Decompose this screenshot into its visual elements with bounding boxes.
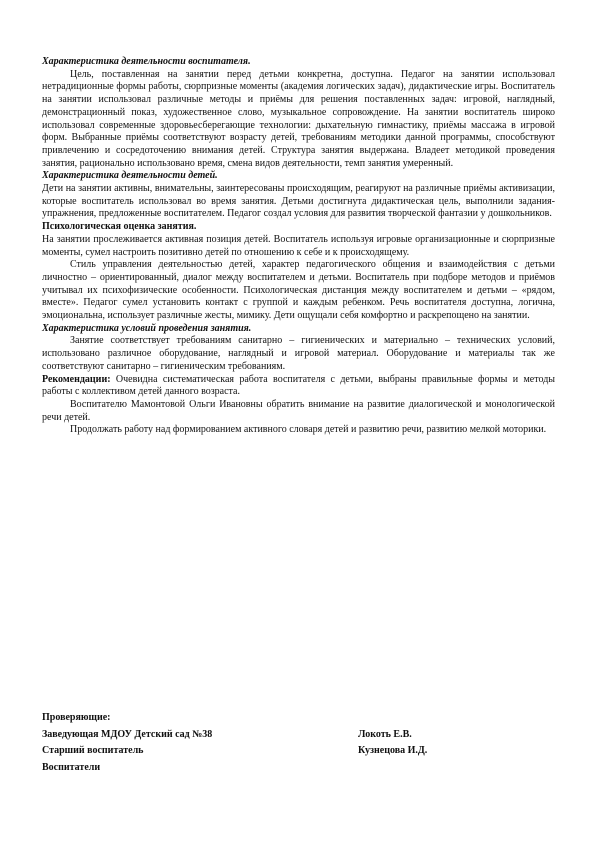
psychological-assessment-paragraph-1: На занятии прослеживается активная позиция детей. Воспитатель используя игровые организационные и сюрпризные моменты, сумел настроить позитивно детей по отношению к себе и к происходящему. — [42, 233, 555, 258]
psychological-assessment-heading: Психологическая оценка занятия. — [42, 221, 197, 233]
conditions-paragraph: Занятие соответствует требованиям санитарно – гигиенических и материально – технических условий, использовано различное оборудование, наглядный и игровой материал. Оборудование и материалы так же соответствуют санитарно – гигиеническим требованиям. — [42, 335, 555, 372]
signatures-title-row — [42, 710, 555, 727]
signature-role-teachers: Воспитатели — [42, 761, 101, 773]
recommendations-paragraph-3: Продолжать работу над формированием активного словаря детей и развитию речи, развитию мелкой моторики. — [70, 424, 547, 436]
signatures-block — [42, 710, 555, 776]
recommendations-paragraph — [42, 374, 555, 399]
recommendations-paragraph-2: Воспитателю Мамонтовой Ольги Ивановны обратить внимание на развитие диалогической и монологической речи детей. — [42, 398, 555, 423]
signature-row-teachers — [42, 760, 555, 777]
conditions-heading: Характеристика условий проведения занятия. — [42, 322, 252, 334]
recommendations-label: Рекомендации: — [42, 373, 111, 385]
signatures-title: Проверяющие: — [42, 712, 111, 723]
signature-role-head: Заведующая МДОУ Детский сад №38 — [42, 728, 213, 740]
signature-row-head — [42, 727, 555, 744]
teacher-activity-heading: Характеристика деятельности воспитателя. — [42, 56, 251, 67]
recommendations-text: Очевидна систематическая работа воспитателя с детьми, выбраны правильные формы и методы работы с коллективом детей данного возраста. — [42, 373, 555, 398]
signature-name-head: Локоть Е.В. — [358, 728, 412, 740]
signature-name-senior: Кузнецова И.Д. — [358, 745, 428, 756]
children-activity-paragraph: Дети на занятии активны, внимательны, заинтересованы происходящим, реагируют на различные приёмы активизации, которые воспитатель использовал во время занятия. Детьми достигнута дидактическая цель, выполнили задания-упражнения, предложенные воспитателем. Педагог создал условия для развития творческой фантазии у дошкольников. — [42, 183, 555, 220]
teacher-activity-paragraph: Цель, поставленная на занятии перед детьми конкретна, доступна. Педагог на занятии использовал нетрадиционные формы работы, сюрпризные моменты (академия логических задач), дидактические игры. Воспитатель на занятии использовал различные методы и приёмы для решения поставленных задач: игровой, наглядный, демонстрационный показ, художественное слово, музыкальное сопровождение. На занятии воспитатель широко использовал современные здоровьесберегающие технологии: дыхательную гимнастику, приёмы массажа в игровой форм. Выбранные приёмы соответствуют возрасту детей, требованиям методики данной программы, способствуют привлечению и сосредоточению внимания детей. Структура занятия выдержана. Владеет методикой проведения занятия, рационально использовано время, смена видов деятельности, темп занятия умеренный. — [42, 68, 555, 169]
children-activity-heading: Характеристика деятельности детей. — [42, 170, 218, 182]
document-body — [42, 56, 555, 437]
signature-row-senior — [42, 743, 555, 760]
psychological-assessment-paragraph-2: Стиль управления деятельностью детей, характер педагогического общения и взаимодействия с детьми личностно – ориентированный, диалог между воспитателем и детьми. Воспитатель при подборе методов и приёмов учитывал их психофизические особенности. Психологическая дистанция между воспитателем и детьми – «рядом, вместе». Педагог сумел установить контакт с группой и каждым ребенком. Речь воспитателя доступна, логична, эмоциональна, использует различные жесты, мимику. Дети ощущали себя комфортно и раскрепощено на занятии. — [42, 259, 555, 322]
signature-role-senior: Старший воспитатель — [42, 745, 144, 756]
